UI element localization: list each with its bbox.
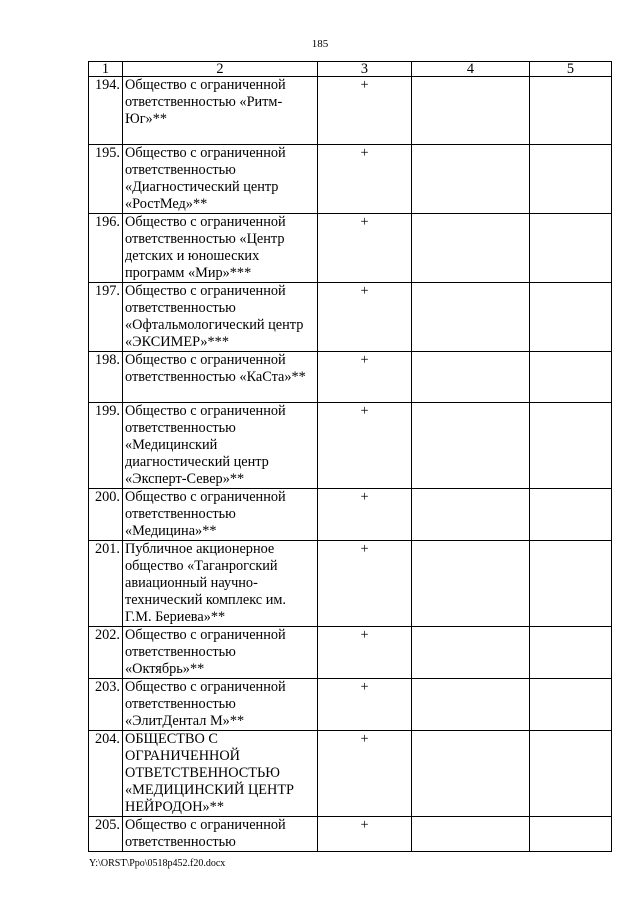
organization-name: Общество с ограниченной ответственностью «Октябрь»** xyxy=(123,627,318,679)
mark-col-5 xyxy=(530,541,612,627)
mark-col-3: + xyxy=(318,77,412,145)
table-row xyxy=(89,731,612,817)
organization-name: Публичное акционерное общество «Таганрогский авиационный научно-технический комплекс им. Г.М. Бериева»** xyxy=(123,541,318,627)
mark-col-4 xyxy=(412,817,530,852)
table-header xyxy=(89,62,612,77)
organization-name: Общество с ограниченной ответственностью «Офтальмологический центр «ЭКСИМЕР»*** xyxy=(123,283,318,352)
mark-col-3: + xyxy=(318,679,412,731)
registry-table xyxy=(88,61,612,852)
table-row xyxy=(89,403,612,489)
row-number: 195. xyxy=(89,145,123,214)
row-number: 204. xyxy=(89,731,123,817)
table-row xyxy=(89,817,612,852)
row-number: 196. xyxy=(89,214,123,283)
file-path-footer: Y:\ORST\Ppo\0518p452.f20.docx xyxy=(89,858,226,869)
organization-name: ОБЩЕСТВО С ОГРАНИЧЕННОЙ ОТВЕТСТВЕННОСТЬЮ «МЕДИЦИНСКИЙ ЦЕНТР НЕЙРОДОН»** xyxy=(123,731,318,817)
row-number: 200. xyxy=(89,489,123,541)
organization-name: Общество с ограниченной ответственностью «ЭлитДентал М»** xyxy=(123,679,318,731)
table-row xyxy=(89,77,612,145)
row-number: 203. xyxy=(89,679,123,731)
mark-col-5 xyxy=(530,817,612,852)
row-number: 197. xyxy=(89,283,123,352)
organization-name: Общество с ограниченной ответственностью «КаСта»** xyxy=(123,352,318,403)
row-number: 205. xyxy=(89,817,123,852)
table-row xyxy=(89,352,612,403)
mark-col-3: + xyxy=(318,731,412,817)
mark-col-4 xyxy=(412,541,530,627)
mark-col-5 xyxy=(530,403,612,489)
mark-col-4 xyxy=(412,77,530,145)
mark-col-4 xyxy=(412,489,530,541)
organization-name: Общество с ограниченной ответственностью «Ритм-Юг»** xyxy=(123,77,318,145)
organization-name: Общество с ограниченной ответственностью «Центр детских и юношеских программ «Мир»*** xyxy=(123,214,318,283)
mark-col-5 xyxy=(530,145,612,214)
header-col-4: 4 xyxy=(412,62,530,77)
mark-col-3: + xyxy=(318,214,412,283)
table-row xyxy=(89,627,612,679)
mark-col-4 xyxy=(412,403,530,489)
mark-col-3: + xyxy=(318,817,412,852)
row-number: 199. xyxy=(89,403,123,489)
mark-col-3: + xyxy=(318,541,412,627)
header-col-3: 3 xyxy=(318,62,412,77)
mark-col-5 xyxy=(530,77,612,145)
row-number: 202. xyxy=(89,627,123,679)
mark-col-3: + xyxy=(318,352,412,403)
mark-col-5 xyxy=(530,627,612,679)
header-row xyxy=(89,62,612,77)
header-col-5: 5 xyxy=(530,62,612,77)
table-row xyxy=(89,145,612,214)
organization-name: Общество с ограниченной ответственностью xyxy=(123,817,318,852)
mark-col-5 xyxy=(530,489,612,541)
page-number: 185 xyxy=(311,38,329,50)
row-number: 198. xyxy=(89,352,123,403)
table-row xyxy=(89,541,612,627)
mark-col-3: + xyxy=(318,403,412,489)
mark-col-5 xyxy=(530,214,612,283)
mark-col-4 xyxy=(412,145,530,214)
mark-col-5 xyxy=(530,352,612,403)
mark-col-4 xyxy=(412,352,530,403)
row-number: 201. xyxy=(89,541,123,627)
organization-name: Общество с ограниченной ответственностью «Медицинский диагностический центр «Эксперт-Север»** xyxy=(123,403,318,489)
header-col-1: 1 xyxy=(89,62,123,77)
header-col-2: 2 xyxy=(123,62,318,77)
organization-name: Общество с ограниченной ответственностью «Медицина»** xyxy=(123,489,318,541)
mark-col-4 xyxy=(412,627,530,679)
row-number: 194. xyxy=(89,77,123,145)
mark-col-4 xyxy=(412,283,530,352)
mark-col-4 xyxy=(412,214,530,283)
table-row xyxy=(89,489,612,541)
mark-col-3: + xyxy=(318,627,412,679)
mark-col-5 xyxy=(530,283,612,352)
table-row xyxy=(89,679,612,731)
mark-col-4 xyxy=(412,679,530,731)
table-body xyxy=(89,77,612,852)
table-row xyxy=(89,214,612,283)
mark-col-5 xyxy=(530,679,612,731)
mark-col-3: + xyxy=(318,489,412,541)
organization-name: Общество с ограниченной ответственностью «Диагностический центр «РостМед»** xyxy=(123,145,318,214)
mark-col-3: + xyxy=(318,283,412,352)
table-row xyxy=(89,283,612,352)
mark-col-5 xyxy=(530,731,612,817)
mark-col-3: + xyxy=(318,145,412,214)
mark-col-4 xyxy=(412,731,530,817)
